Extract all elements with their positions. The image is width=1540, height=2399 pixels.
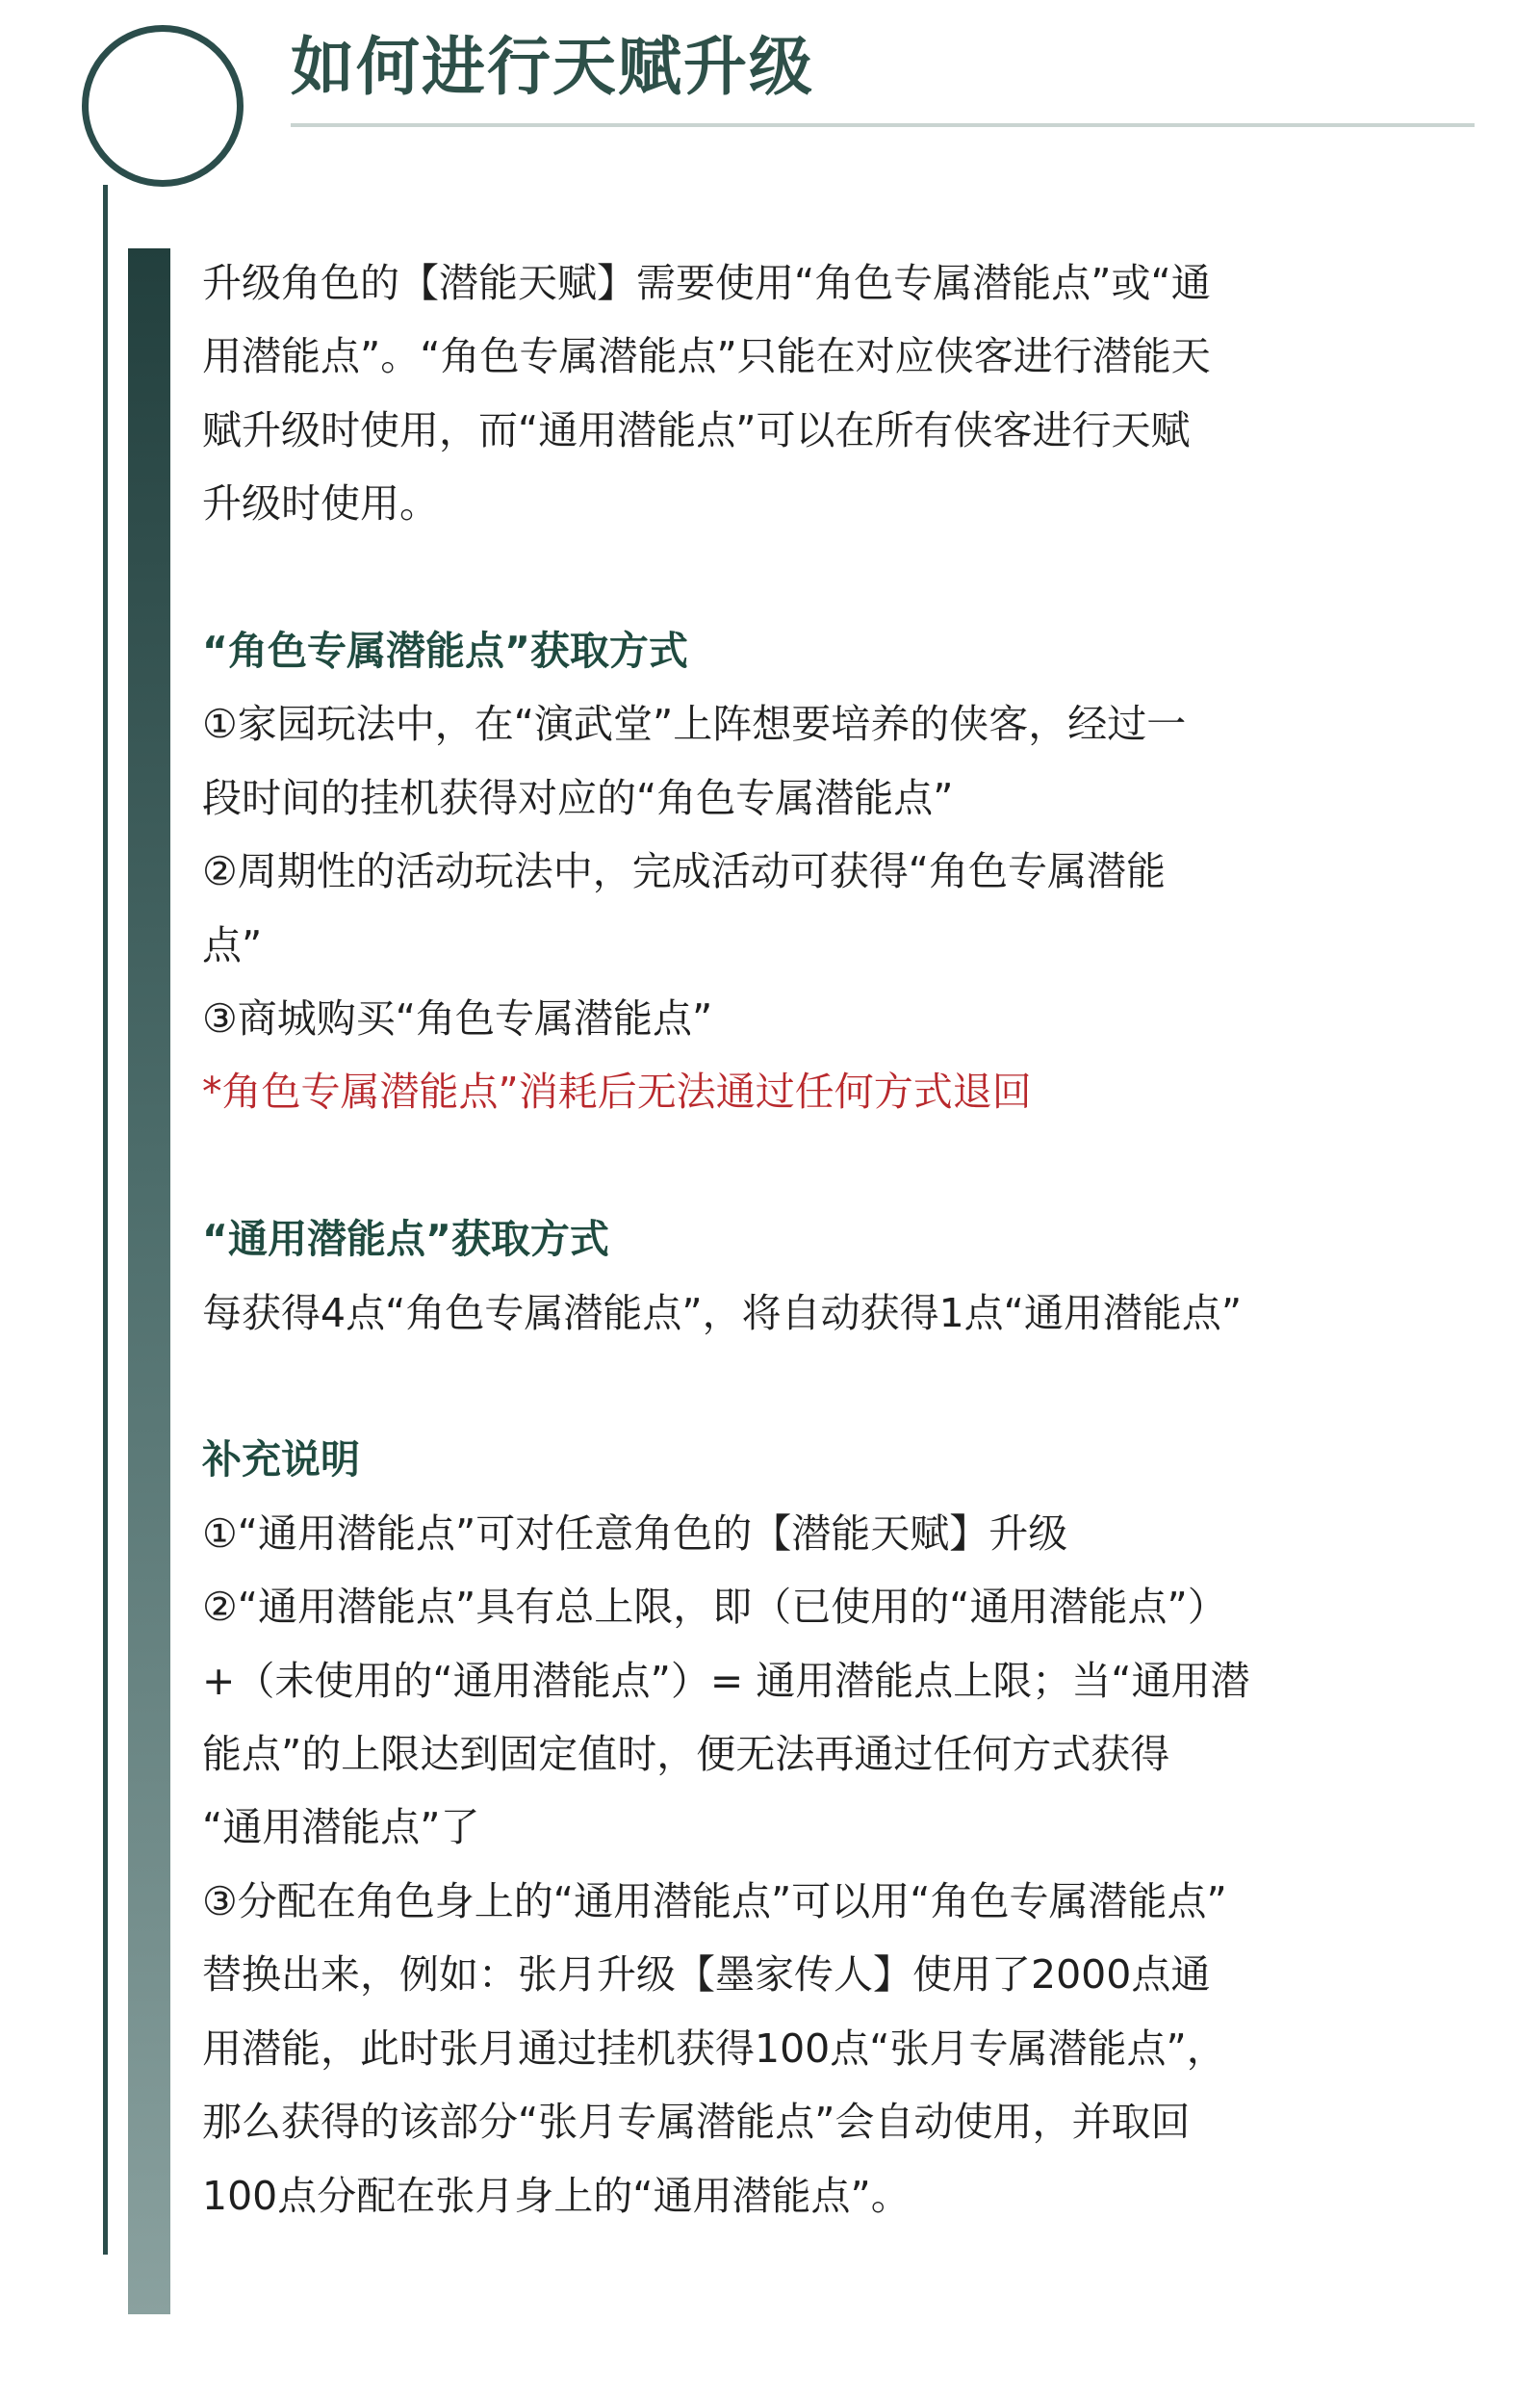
- section-heading: 补充说明: [202, 1436, 360, 1483]
- warning-note: *角色专属潜能点”消耗后无法通过任何方式退回: [202, 1069, 1032, 1116]
- section-line: ②周期性的活动玩法中，完成活动可获得“角色专属潜能: [202, 848, 1166, 895]
- section-line: +（未使用的“通用潜能点”）= 通用潜能点上限；当“通用潜: [202, 1657, 1250, 1704]
- intro-line: 赋升级时使用，而“通用潜能点”可以在所有侠客进行天赋: [202, 406, 1191, 453]
- section-line: 100点分配在张月身上的“通用潜能点”。: [202, 2172, 911, 2219]
- spacer: [202, 541, 1502, 614]
- page-title: 如何进行天赋升级: [291, 30, 814, 104]
- section-line: ③分配在角色身上的“通用潜能点”可以用“角色专属潜能点”: [202, 1877, 1227, 1924]
- section-line: ③商城购买“角色专属潜能点”: [202, 995, 713, 1043]
- intro-line: 升级角色的【潜能天赋】需要使用“角色专属潜能点”或“通: [202, 260, 1211, 306]
- section-line: ①“通用潜能点”可对任意角色的【潜能天赋】升级: [202, 1509, 1068, 1557]
- section-notes: [202, 1423, 1502, 2231]
- intro-line: 用潜能点”。“角色专属潜能点”只能在对应侠客进行潜能天: [202, 333, 1211, 380]
- section-line: 用潜能，此时张月通过挂机获得100点“张月专属潜能点”，: [202, 2025, 1226, 2072]
- section-line: ①家园玩法中，在“演武堂”上阵想要培养的侠客，经过一: [202, 701, 1187, 748]
- section-line: 点”: [202, 921, 263, 968]
- spacer: [202, 1350, 1502, 1423]
- section-line: 那么获得的该部分“张月专属潜能点”会自动使用，并取回: [202, 2099, 1191, 2146]
- section-general-points: [202, 1202, 1502, 1350]
- intro-paragraph: [202, 246, 1502, 541]
- intro-line: 升级时使用。: [202, 480, 439, 528]
- article-body: [202, 246, 1502, 2232]
- section-line: 替换出来，例如：张月升级【墨家传人】使用了2000点通: [202, 1951, 1211, 1999]
- section-line: 段时间的挂机获得对应的“角色专属潜能点”: [202, 774, 954, 821]
- section-line: ②“通用潜能点”具有总上限，即（已使用的“通用潜能点”）: [202, 1584, 1227, 1631]
- section-heading: “角色专属潜能点”获取方式: [202, 628, 688, 675]
- section-role-points: [202, 614, 1502, 1129]
- gradient-sidebar-bar: [128, 248, 170, 2314]
- spacer: [202, 1129, 1502, 1202]
- section-line: 能点”的上限达到固定值时，便无法再通过任何方式获得: [202, 1731, 1170, 1778]
- title-circle-ornament: [82, 25, 244, 187]
- title-underline: [291, 123, 1475, 127]
- section-line: “通用潜能点”了: [202, 1804, 480, 1851]
- section-line: 每获得4点“角色专属潜能点”，将自动获得1点“通用潜能点”: [202, 1289, 1243, 1336]
- timeline-line: [103, 185, 108, 2255]
- section-heading: “通用潜能点”获取方式: [202, 1216, 609, 1263]
